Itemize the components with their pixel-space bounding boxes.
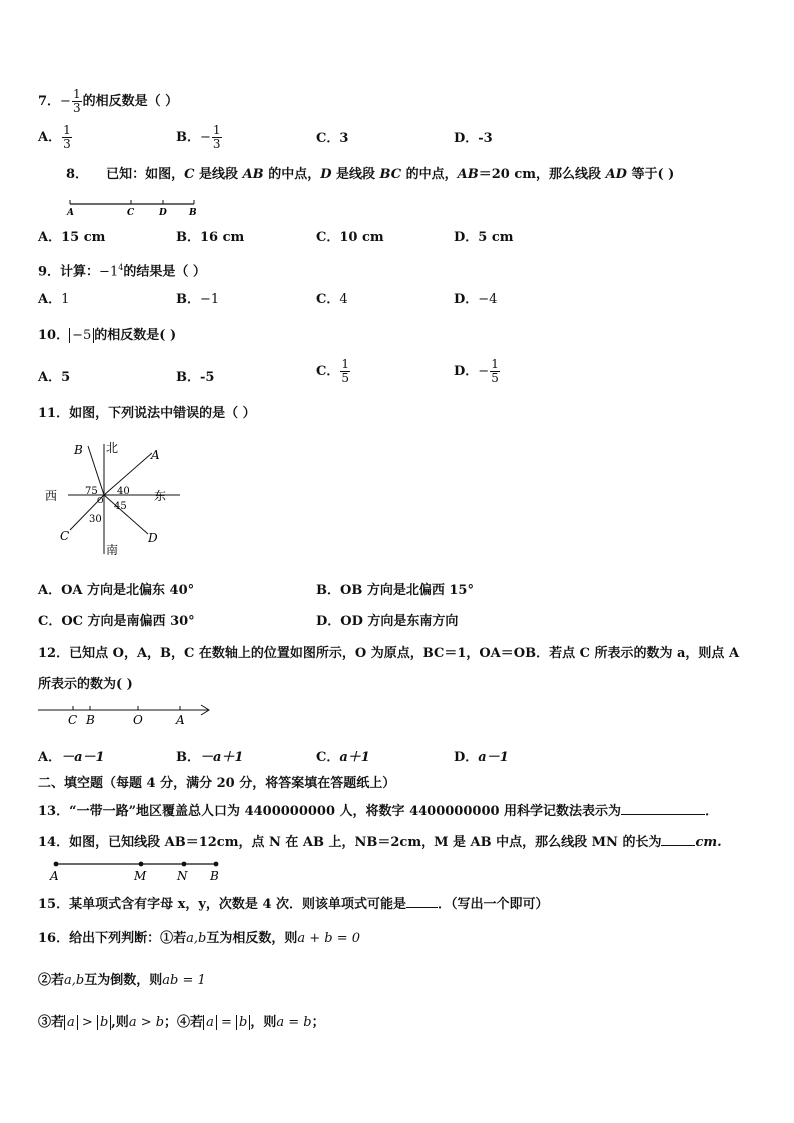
q12-option-c: C．a＋1 [316, 750, 370, 765]
q16-line2: ②若a,b互为倒数，则ab = 1 [38, 973, 206, 988]
q12-label-a: A [176, 713, 185, 727]
q14-label-n: N [177, 869, 188, 883]
q11-compass-figure [40, 436, 180, 560]
q12-option-b: B．－a＋1 [176, 750, 244, 765]
q11-angle-45: 45 [114, 501, 127, 512]
q10-option-d: D．− $\frac{1}{5}$ [454, 357, 499, 385]
q8-option-d: D．5 cm [454, 230, 514, 245]
q11-label-c: C [60, 529, 70, 543]
q8-label-d: D [159, 208, 167, 218]
q11-angle-40: 40 [117, 486, 130, 497]
q7-option-a: A． $\frac{1}{3}$ [38, 123, 71, 151]
q10-option-b: B．-5 [176, 370, 215, 385]
q11-label-d: D [148, 531, 158, 545]
q11-option-c: C．OC 方向是南偏西 30° [38, 614, 195, 629]
q10-absolute-value: −5 [69, 328, 94, 343]
q11-angle-30: 30 [89, 514, 102, 525]
q11-option-b: B．OB 方向是北偏西 15° [316, 583, 474, 598]
q14-segment-figure [46, 856, 226, 884]
q7-option-d: D．-3 [454, 131, 493, 146]
q10-option-c: C． $\frac{1}{5}$ [316, 357, 349, 385]
q8-label-a: A [67, 208, 74, 218]
q8-segment-figure [64, 196, 204, 220]
q12-label-o: O [133, 713, 143, 727]
q7-option-b: B．− $\frac{1}{3}$ [176, 123, 221, 151]
q11-label-a: A [151, 448, 160, 462]
q12-label-c: C [68, 713, 78, 727]
q11-label-origin: O [97, 496, 104, 505]
q12-stem-line2: 所表示的数为( ) [38, 677, 133, 692]
q12-label-b: B [86, 713, 95, 727]
q8-stem: 8． 已知：如图，C 是线段 AB 的中点，D 是线段 BC 的中点，AB＝20 cm，那么线段 AD 等于( ) [66, 167, 675, 182]
q10-option-a: A．5 [38, 370, 71, 385]
q9-option-d: D．−4 [454, 292, 498, 307]
q14-label-a: A [50, 869, 59, 883]
q11-option-d: D．OD 方向是东南方向 [316, 614, 459, 629]
q11-label-north: 北 [106, 441, 119, 455]
q8-option-b: B．16 cm [176, 230, 245, 245]
q14-stem: 14．如图，已知线段 AB＝12cm，点 N 在 AB 上，NB＝2cm，M 是 AB 中点，那么线段 MN 的长为 cm. [38, 835, 722, 850]
q13-stem: 13．“一带一路”地区覆盖总人口为 4400000000 人，将数字 4400000000 用科学记数法表示为 ． [38, 804, 719, 819]
q14-answer-blank [661, 833, 695, 846]
q15-stem: 15．某单项式含有字母 x，y，次数是 4 次．则该单项式可能是 ．（写出一个即可） [38, 897, 549, 912]
q14-label-m: M [134, 869, 147, 883]
q10-stem: 10． −5 的相反数是( ) [38, 328, 177, 343]
q11-stem: 11．如图，下列说法中错误的是（ ） [38, 406, 256, 421]
q9-stem: 9．计算：$-1^4$的结果是（ ） [38, 263, 206, 280]
q13-answer-blank [621, 802, 705, 815]
q7-fraction: $\frac{1}{3}$ [72, 87, 81, 115]
q16-line1: 16．给出下列判断：①若a,b互为相反数，则a + b = 0 [38, 931, 360, 946]
section-heading-fill-in: 二、填空题（每题 4 分，满分 20 分，将答案填在答题纸上） [38, 776, 396, 791]
q14-label-b: B [210, 869, 219, 883]
q11-label-b: B [74, 443, 83, 457]
q11-label-east: 东 [154, 489, 167, 503]
q8-label-b: B [189, 208, 197, 218]
q12-option-d: D．a－1 [454, 750, 509, 765]
q12-stem-line1: 12．已知点 O，A，B，C 在数轴上的位置如图所示，O 为原点，BC＝1，OA＝OB．若点 C 所表示的数为 a，则点 A [38, 646, 740, 661]
q9-option-c: C．4 [316, 292, 348, 307]
q11-label-south: 南 [106, 543, 119, 557]
q11-label-west: 西 [45, 489, 58, 503]
q7-option-c: C．3 [316, 131, 349, 146]
q8-label-c: C [127, 208, 135, 218]
q11-option-a: A．OA 方向是北偏东 40° [38, 583, 195, 598]
q8-option-c: C．10 cm [316, 230, 384, 245]
q12-option-a: A．－a－1 [38, 750, 105, 765]
q9-option-a: A．1 [38, 292, 70, 307]
q8-option-a: A．15 cm [38, 230, 106, 245]
q9-option-b: B．−1 [176, 292, 220, 307]
q15-answer-blank [406, 895, 438, 908]
q7-stem: 7．− $\frac{1}{3}$ 的相反数是（ ） [38, 87, 179, 115]
q16-line3: ③若 a > b ,则a > b；④若 a = b ，则a = b； [38, 1015, 325, 1030]
q11-angle-75: 75 [85, 486, 98, 497]
q12-number-line [36, 700, 216, 728]
